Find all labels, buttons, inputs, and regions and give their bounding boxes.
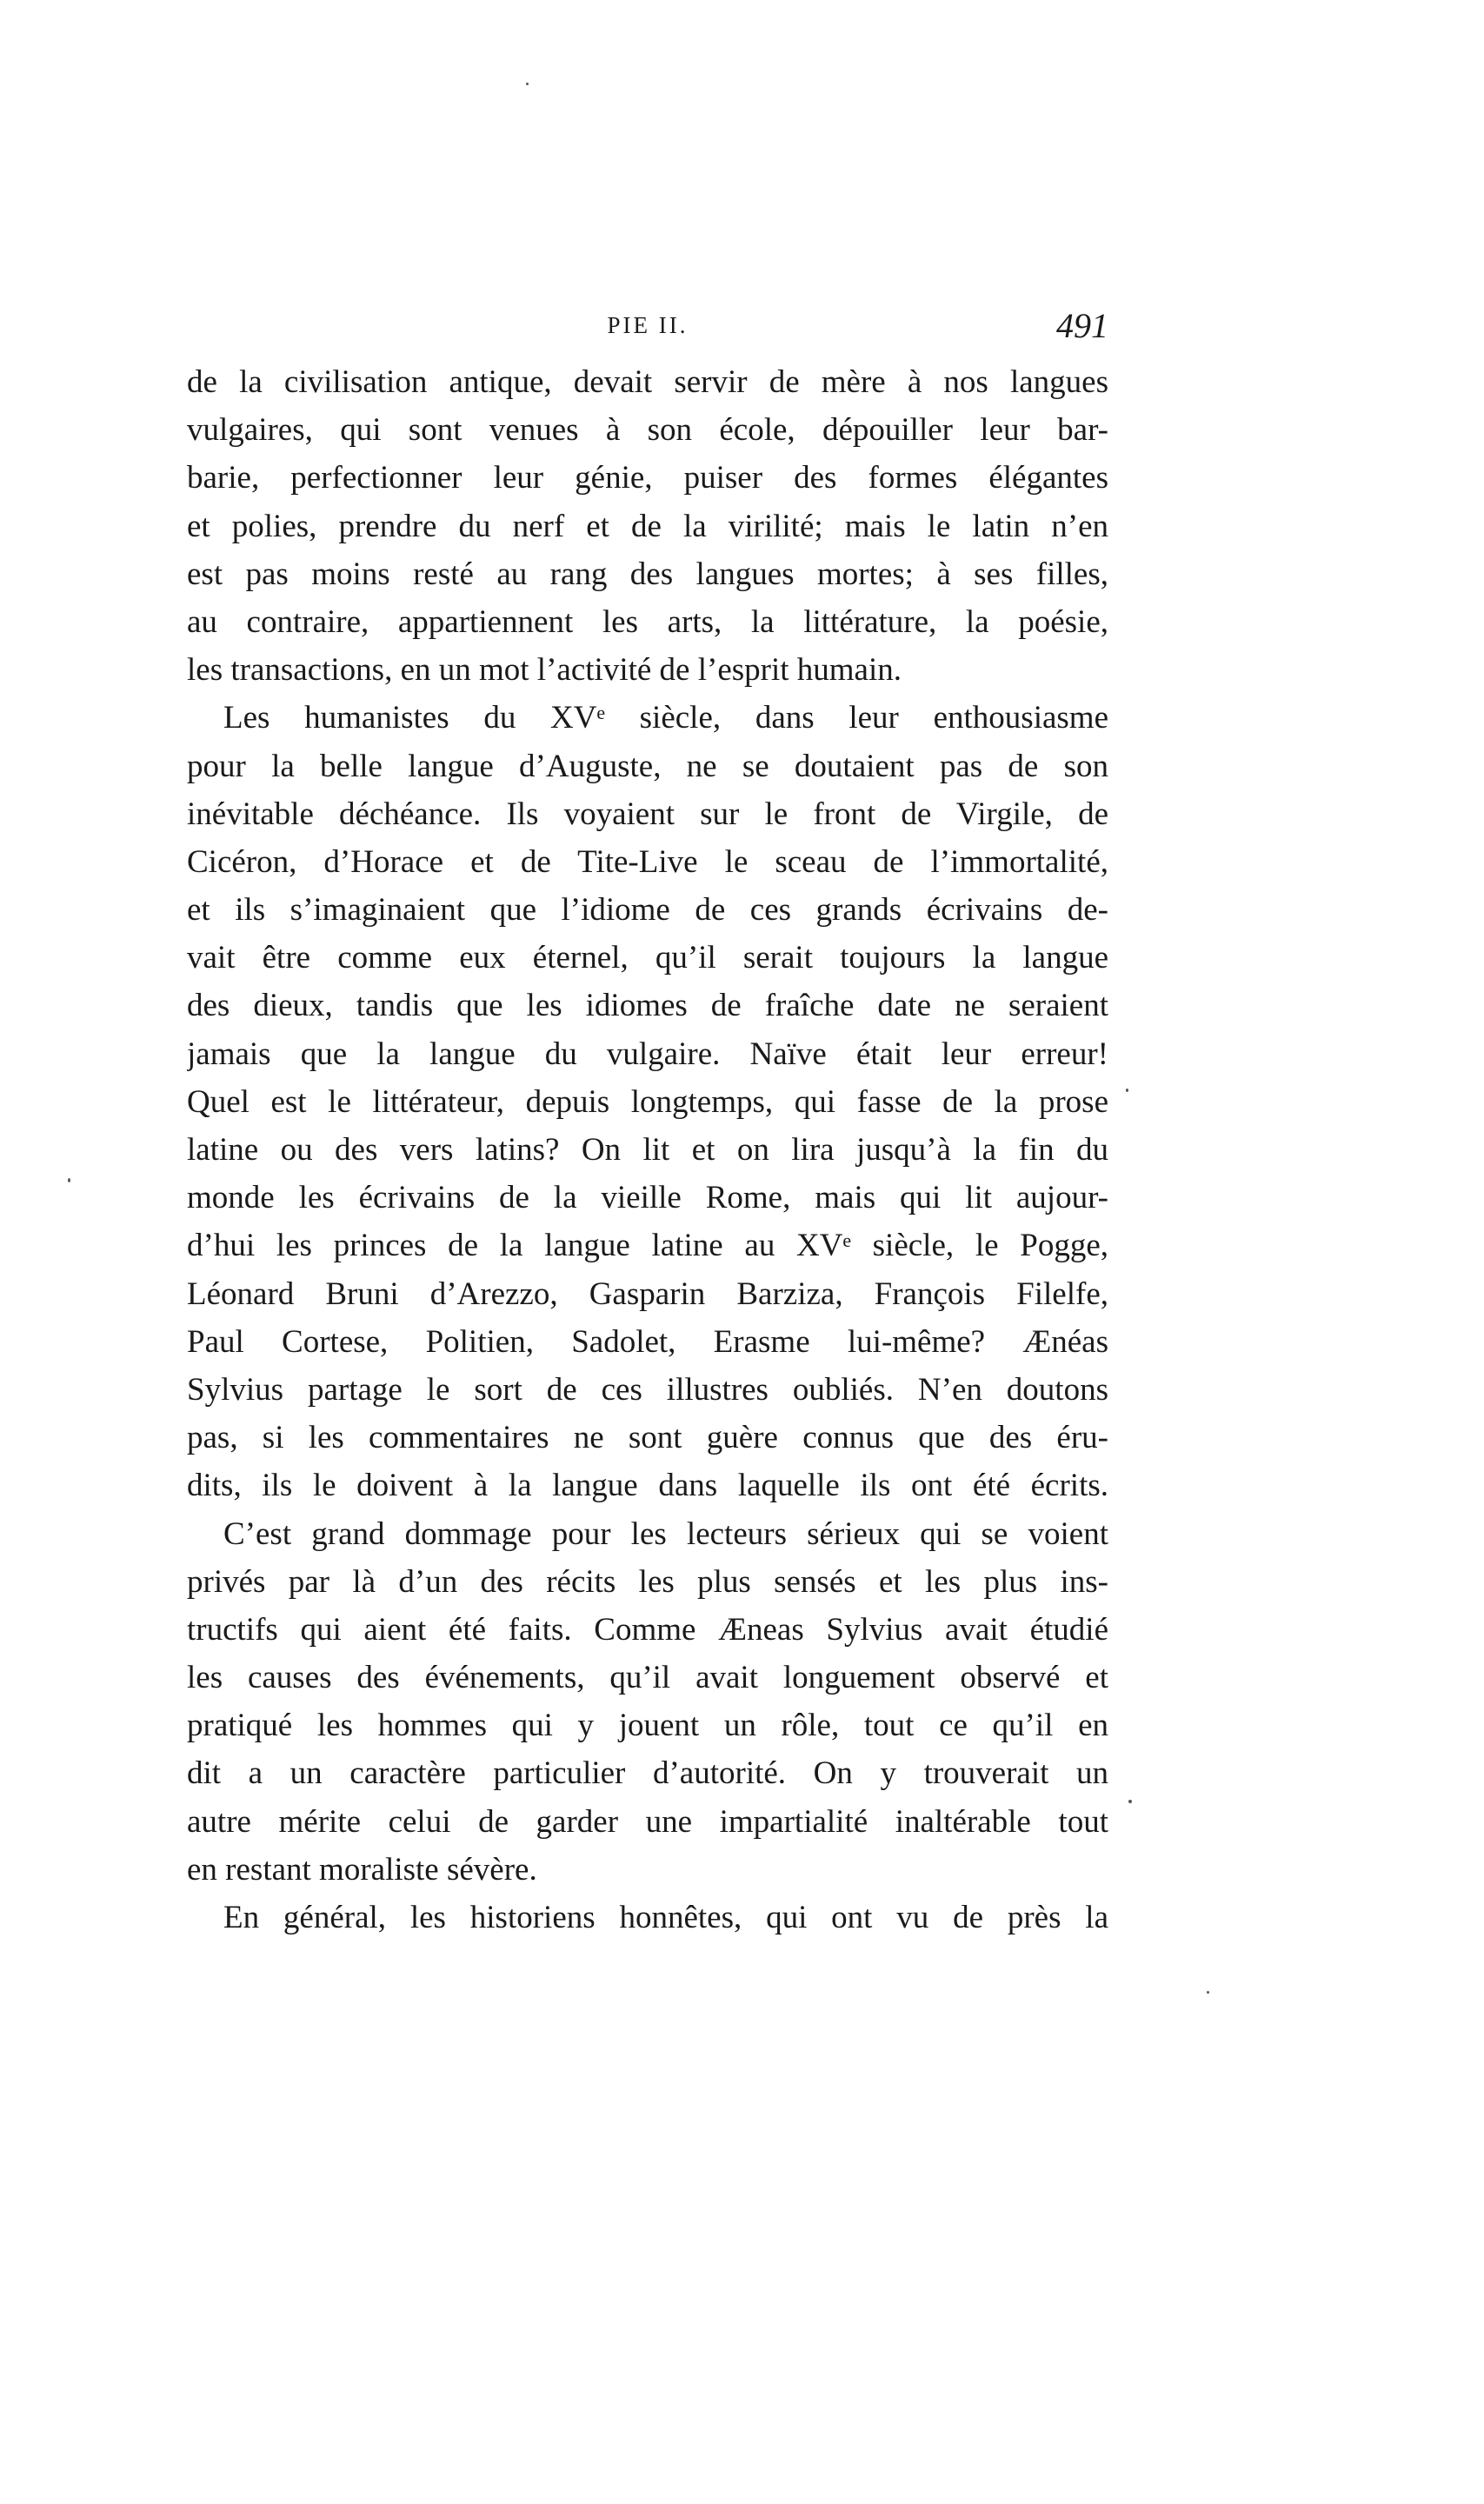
text-line: vulgaires, qui sont venues à son école, dépouiller leur bar- <box>187 412 1108 449</box>
text-line: latine ou des vers latins? On lit et on lira jusqu’à la fin du <box>187 1132 1108 1168</box>
text-line: pas, si les commentaires ne sont guère connus que des éru- <box>187 1420 1108 1456</box>
text-line: dits, ils le doivent à la langue dans laquelle ils ont été écrits. <box>187 1468 1108 1504</box>
text-line: En général, les historiens honnêtes, qui ont vu de près la <box>223 1900 1108 1935</box>
print-speck <box>1207 1991 1209 1994</box>
text-line: au contraire, appartiennent les arts, la littérature, la poésie, <box>187 603 1108 640</box>
text-line: les transactions, en un mot l’activité de l’esprit humain. <box>187 652 902 689</box>
text-line: jamais que la langue du vulgaire. Naïve était leur erreur! <box>187 1036 1108 1072</box>
text-line: Quel est le littérateur, depuis longtemps, qui fasse de la prose <box>187 1083 1108 1120</box>
page-number: 491 <box>1056 306 1108 345</box>
text-line: inévitable déchéance. Ils voyaient sur le front de Virgile, de <box>187 796 1108 832</box>
text-line: pour la belle langue d’Auguste, ne se doutaient pas de son <box>187 748 1108 784</box>
text-line: monde les écrivains de la vieille Rome, mais qui lit aujour- <box>187 1180 1108 1216</box>
text-line: C’est grand dommage pour les lecteurs sérieux qui se voient <box>223 1515 1108 1552</box>
text-line: d’hui les princes de la langue latine au XVᵉ siècle, le Pogge, <box>187 1228 1108 1264</box>
print-speck <box>1128 1800 1132 1803</box>
text-line: Léonard Bruni d’Arezzo, Gasparin Barziza, François Filelfe, <box>187 1275 1108 1312</box>
text-line: et ils s’imaginaient que l’idiome de ces grands écrivains de- <box>187 892 1108 929</box>
text-line: et polies, prendre du nerf et de la virilité; mais le latin n’en <box>187 508 1108 544</box>
text-line: les causes des événements, qu’il avait longuement observé et <box>187 1660 1108 1696</box>
text-line: Paul Cortese, Politien, Sadolet, Erasme lui-même? Ænéas <box>187 1323 1108 1360</box>
text-line: en restant moraliste sévère. <box>187 1851 537 1888</box>
print-speck <box>526 83 529 85</box>
text-line: Les humanistes du XVᵉ siècle, dans leur enthousiasme <box>223 700 1108 736</box>
print-speck <box>68 1178 70 1182</box>
text-line: barie, perfectionner leur génie, puiser des formes élégantes <box>187 460 1108 496</box>
text-line: des dieux, tandis que les idiomes de fraîche date ne seraient <box>187 988 1108 1024</box>
text-line: de la civilisation antique, devait servir de mère à nos langues <box>187 364 1108 400</box>
text-line: est pas moins resté au rang des langues mortes; à ses filles, <box>187 556 1108 592</box>
print-speck <box>1126 1089 1128 1092</box>
running-title: PIE II. <box>607 312 689 338</box>
text-line: pratiqué les hommes qui y jouent un rôle, tout ce qu’il en <box>187 1708 1108 1744</box>
text-line: dit a un caractère particulier d’autorité. On y trouverait un <box>187 1755 1108 1792</box>
text-line: privés par là d’un des récits les plus sensés et les plus ins- <box>187 1563 1108 1600</box>
text-line: tructifs qui aient été faits. Comme Æneas Sylvius avait étudié <box>187 1611 1108 1648</box>
running-header <box>187 306 1108 352</box>
text-line: vait être comme eux éternel, qu’il serait toujours la langue <box>187 940 1108 976</box>
text-line: autre mérite celui de garder une impartialité inaltérable tout <box>187 1803 1108 1840</box>
text-line: Sylvius partage le sort de ces illustres oubliés. N’en doutons <box>187 1371 1108 1408</box>
text-line: Cicéron, d’Horace et de Tite-Live le sceau de l’immortalité, <box>187 843 1108 880</box>
body-text <box>187 358 1108 1941</box>
